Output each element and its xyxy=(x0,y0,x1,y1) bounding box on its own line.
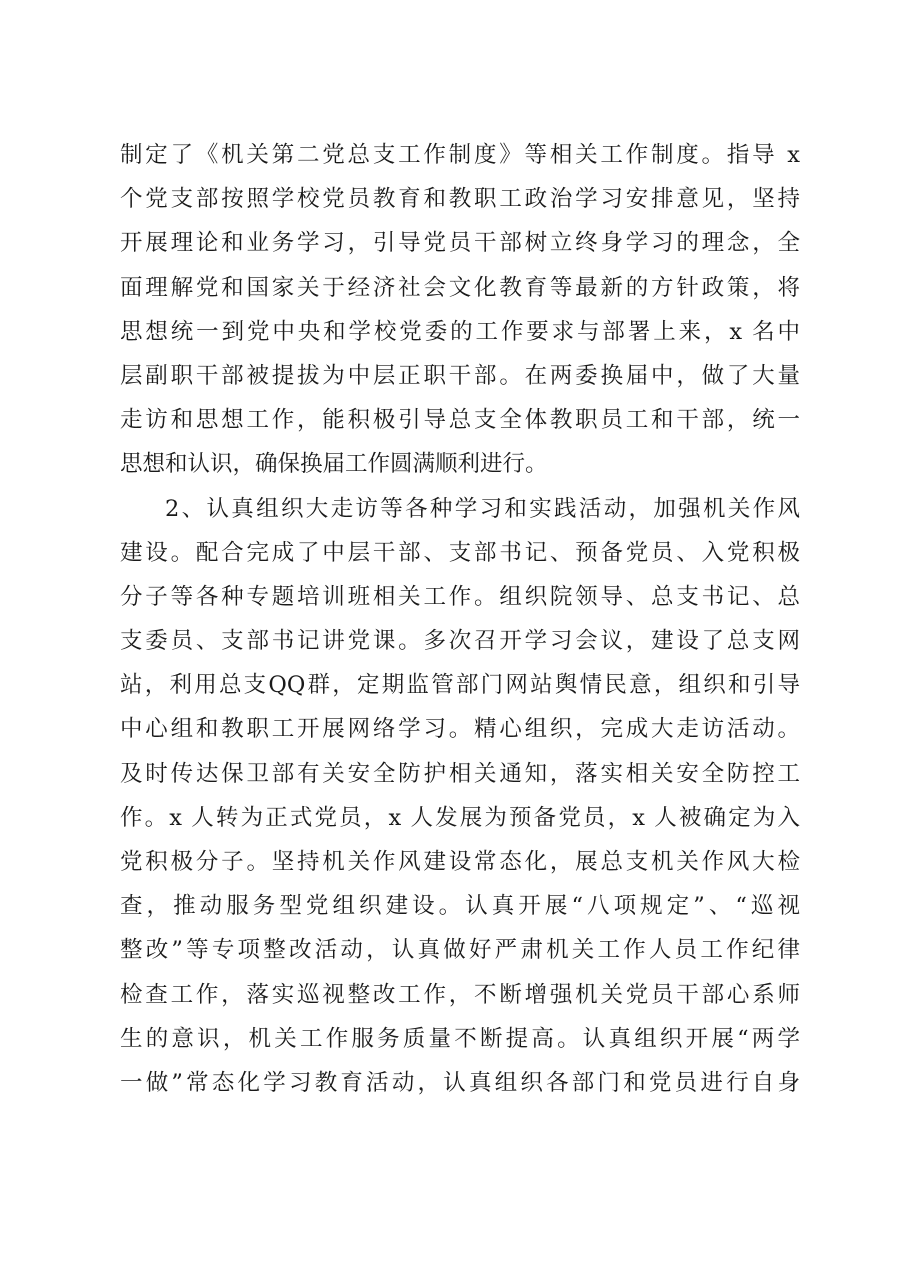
text-line: 层副职干部被提拔为中层正职干部。在两委换届中，做了大量 xyxy=(120,362,800,389)
document-body xyxy=(120,133,800,1105)
text-line: 面理解党和国家关于经济社会文化教育等最新的方针政策，将 xyxy=(120,274,800,301)
text-line: 制定了《机关第二党总支工作制度》等相关工作制度。指导 x xyxy=(120,142,800,168)
paragraph-1 xyxy=(120,133,800,487)
text-line: 作。x 人转为正式党员，x 人发展为预备党员，x 人被确定为入 xyxy=(120,804,800,831)
text-line: 及时传达保卫部有关安全防护相关通知，落实相关安全防控工 xyxy=(120,760,800,787)
text-line: 一做”常态化学习教育活动，认真组织各部门和党员进行自身 xyxy=(120,1069,800,1096)
text-line: 中心组和教职工开展网络学习。精心组织，完成大走访活动。 xyxy=(120,716,800,743)
paragraph-2 xyxy=(120,487,800,1106)
text-line: 支委员、支部书记讲党课。多次召开学习会议，建设了总支网 xyxy=(120,628,800,655)
text-line: 党积极分子。坚持机关作风建设常态化，展总支机关作风大检 xyxy=(120,849,800,875)
text-line: 思想和认识，确保换届工作圆满顺利进行。 xyxy=(120,451,548,478)
text-line: 整改”等专项整改活动，认真做好严肃机关工作人员工作纪律 xyxy=(120,937,800,964)
text-line: 个党支部按照学校党员教育和教职工政治学习安排意见，坚持 xyxy=(120,186,800,213)
text-line: 走访和思想工作，能积极引导总支全体教职员工和干部，统一 xyxy=(120,407,800,434)
text-line: 生的意识，机关工作服务质量不断提高。认真组织开展“两学 xyxy=(120,1025,800,1052)
text-line: 检查工作，落实巡视整改工作，不断增强机关党员干部心系师 xyxy=(120,981,800,1008)
text-line: 建设。配合完成了中层干部、支部书记、预备党员、入党积极 xyxy=(120,539,800,566)
text-line: 查，推动服务型党组织建设。认真开展“八项规定”、“巡视 xyxy=(120,893,800,920)
text-line: 开展理论和业务学习，引导党员干部树立终身学习的理念，全 xyxy=(120,230,800,257)
text-line: 2、认真组织大走访等各种学习和实践活动，加强机关作风 xyxy=(165,495,800,522)
text-line: 分子等各种专题培训班相关工作。组织院领导、总支书记、总 xyxy=(120,583,800,610)
text-line: 思想统一到党中央和学校党委的工作要求与部署上来，x 名中 xyxy=(120,318,800,345)
text-line: 站，利用总支QQ群，定期监管部门网站舆情民意，组织和引导 xyxy=(120,672,800,699)
